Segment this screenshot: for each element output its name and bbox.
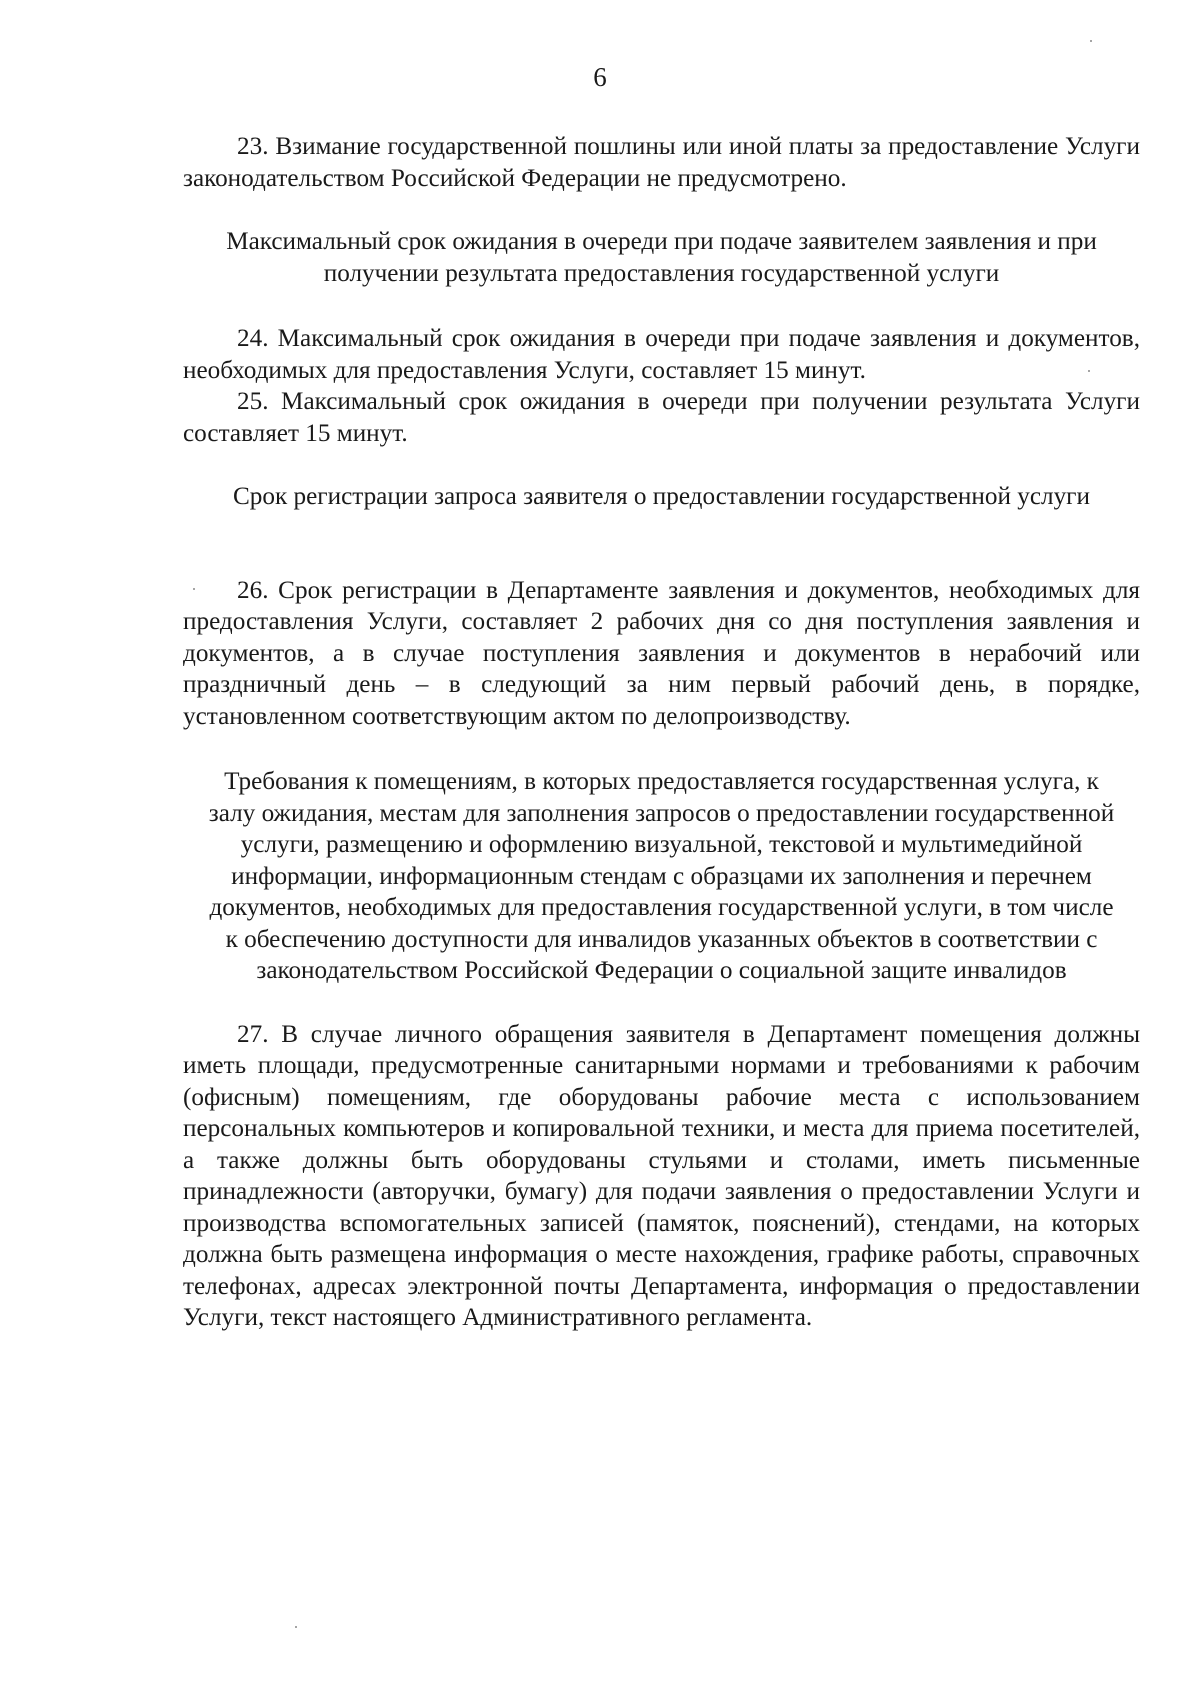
spacer (183, 732, 1140, 766)
scan-speck (193, 588, 195, 590)
spacer (183, 449, 1140, 481)
spacer (183, 987, 1140, 1019)
heading-premises-requirements: Требования к помещениям, в которых предоставляется государственная услуга, к залу ожидания, местам для заполнения запросов о предоставлении государственной услуги, размещению и оформлению визуальной, текстовой и мультимедийной информации, информационным стендам с образцами их заполнения и перечнем документов, необходимых для предоставления государственной услуги, в том числе к обеспечению доступности для инвалидов указанных объектов в соответствии с законодательством Российской Федерации о социальной защите инвалидов (208, 768, 1115, 984)
page-content (183, 131, 1140, 1334)
scan-speck (1090, 40, 1092, 42)
paragraph-24: 24. Максимальный срок ожидания в очереди при подаче заявления и документов, необходимых для предоставления Услуги, составляет 15 минут. (183, 325, 1140, 384)
page-number: 6 (593, 62, 607, 92)
paragraph-23: 23. Взимание государственной пошлины или иной платы за предоставление Услуги законодательством Российской Федерации не предусмотрено. (183, 133, 1140, 192)
paragraph-26: 26. Срок регистрации в Департаменте заявления и документов, необходимых для предоставления Услуги, составляет 2 рабочих дня со дня поступления заявления и документов, а в случае поступления заявления и документов в нерабочий или праздничный день – в следующий за ним первый рабочий день, в порядке, установленном соответствующим актом по делопроизводству. (183, 576, 1140, 730)
paragraph-25: 25. Максимальный срок ожидания в очереди при получении результата Услуги составляет 15 минут. (183, 388, 1140, 447)
spacer (183, 513, 1140, 575)
scan-speck (295, 1626, 297, 1628)
spacer (183, 289, 1140, 323)
heading-registration-term: Срок регистрации запроса заявителя о предоставлении государственной услуги (232, 483, 1090, 510)
spacer (183, 194, 1140, 226)
scan-speck (1088, 370, 1090, 372)
paragraph-27: 27. В случае личного обращения заявителя в Департамент помещения должны иметь площади, предусмотренные санитарными нормами и требованиями к рабочим (офисным) помещениям, где оборудованы рабочие места с использованием персональных компьютеров и копировальной техники, и места для приема посетителей, а также должны быть оборудованы стульями и столами, иметь письменные принадлежности (авторучки, бумагу) для подачи заявления о предоставлении Услуги и производства вспомогательных записей (памяток, пояснений), стендами, на которых должна быть размещена информация о месте нахождения, графике работы, справочных телефонах, адресах электронной почты Департамента, информация о предоставлении Услуги, текст настоящего Административного регламента. (183, 1020, 1140, 1331)
heading-queue-wait-time: Максимальный срок ожидания в очереди при подаче заявителем заявления и при получении результата предоставления государственной услуги (226, 228, 1097, 287)
